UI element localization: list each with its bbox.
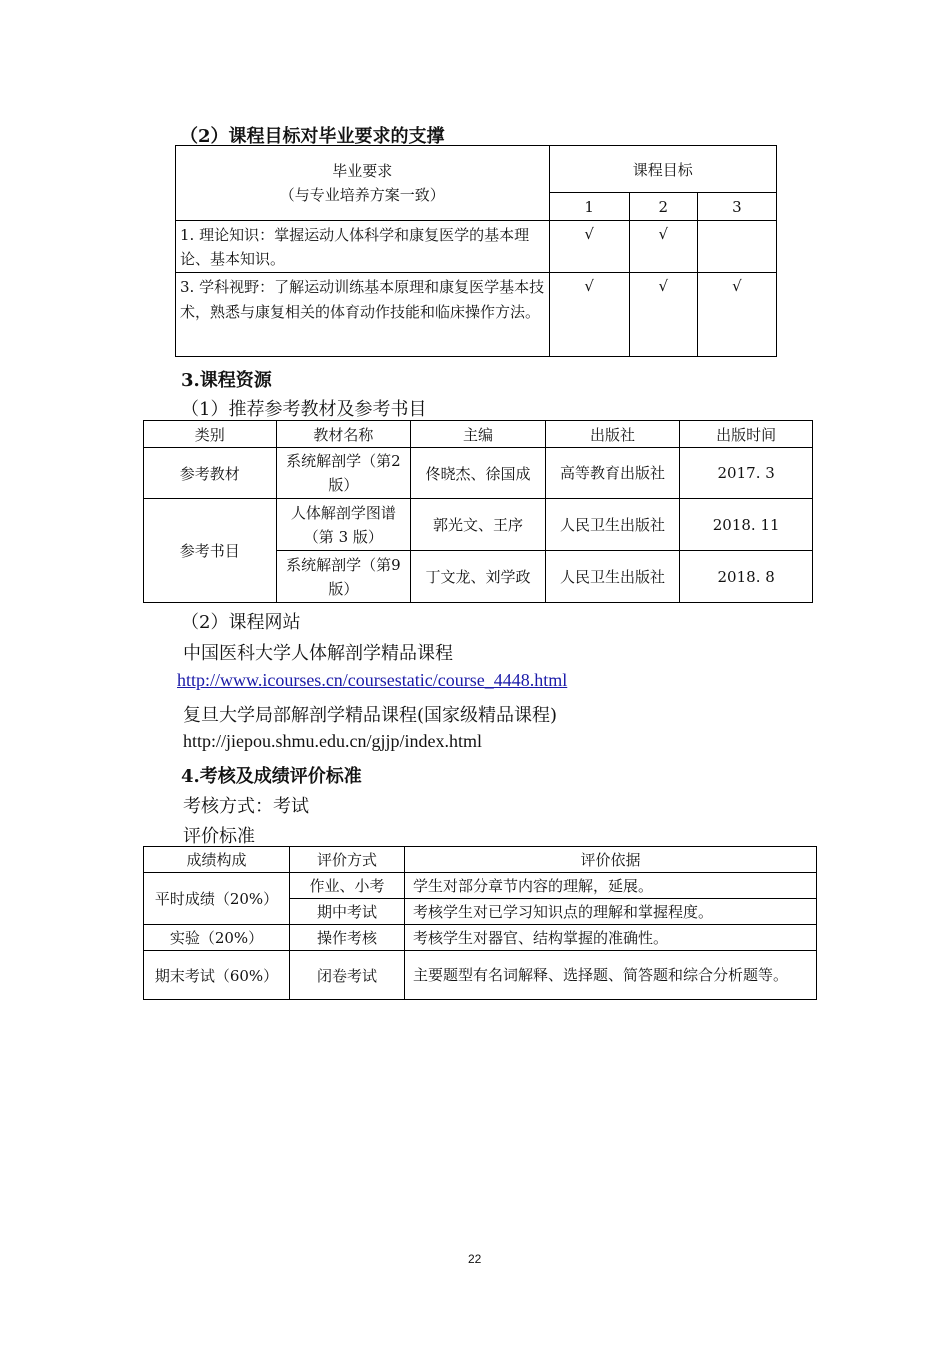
- check-mark: √: [629, 273, 697, 357]
- component-cell: 实验（20%）: [144, 925, 290, 951]
- req-text: 3. 学科视野：了解运动训练基本原理和康复医学基本技术，熟悉与康复相关的体育动作技能和临床操作方法。: [176, 273, 550, 357]
- goal-col-2: 2: [629, 193, 697, 221]
- check-mark: √: [549, 273, 629, 357]
- section-title-assessment: 4.考核及成绩评价标准: [181, 766, 362, 787]
- books-table: [143, 420, 813, 603]
- method-cell: 期中考试: [290, 899, 405, 925]
- check-mark: [697, 221, 776, 273]
- goal-col-1: 1: [549, 193, 629, 221]
- method-cell: 闭卷考试: [290, 951, 405, 1000]
- req-text: 1. 理论知识：掌握运动人体科学和康复医学的基本理论、基本知识。: [176, 221, 550, 273]
- col-header-title: 教材名称: [276, 421, 411, 448]
- book-editor: 佟晓杰、徐国成: [411, 448, 546, 499]
- basis-cell: 考核学生对器官、结构掌握的准确性。: [405, 925, 817, 951]
- component-cell: 平时成绩（20%）: [144, 873, 290, 925]
- basis-cell: 考核学生对已学习知识点的理解和掌握程度。: [405, 899, 817, 925]
- book-title: 人体解剖学图谱（第 3 版）: [276, 499, 411, 551]
- method-cell: 作业、小考: [290, 873, 405, 899]
- support-table: [175, 145, 777, 357]
- method-cell: 操作考核: [290, 925, 405, 951]
- book-date: 2018. 8: [680, 551, 813, 603]
- book-date: 2017. 3: [680, 448, 813, 499]
- basis-cell: 主要题型有名词解释、选择题、简答题和综合分析题等。: [405, 951, 817, 1000]
- exam-method: 考核方式：考试: [183, 796, 309, 817]
- component-cell: 期末考试（60%）: [144, 951, 290, 1000]
- table-row: [176, 273, 777, 357]
- subsection-websites: （2）课程网站: [181, 612, 301, 633]
- col-header-method: 评价方式: [290, 847, 405, 873]
- evaluation-table: [143, 846, 817, 1000]
- book-title: 系统解剖学（第2版）: [276, 448, 411, 499]
- table-row: [176, 221, 777, 273]
- col-header-editor: 主编: [411, 421, 546, 448]
- goal-col-3: 3: [697, 193, 776, 221]
- eval-label: 评价标准: [183, 826, 255, 847]
- table-row: [144, 448, 813, 499]
- category-cell: 参考教材: [144, 448, 277, 499]
- req-header: 毕业要求: [332, 162, 393, 180]
- col-header-component: 成绩构成: [144, 847, 290, 873]
- page-number: 22: [468, 1252, 482, 1266]
- col-header-date: 出版时间: [680, 421, 813, 448]
- section-title-resources: 3.课程资源: [181, 370, 272, 391]
- req-header-note: （与专业培养方案一致）: [279, 186, 445, 204]
- book-publisher: 人民卫生出版社: [545, 551, 680, 603]
- goal-header: 课程目标: [549, 146, 776, 193]
- book-publisher: 人民卫生出版社: [545, 499, 680, 551]
- col-header-publisher: 出版社: [545, 421, 680, 448]
- website-1-name: 中国医科大学人体解剖学精品课程: [183, 643, 453, 664]
- website-2-url: http://jiepou.shmu.edu.cn/gjjp/index.html: [183, 731, 482, 751]
- section-title-support: （2）课程目标对毕业要求的支撑: [180, 126, 445, 147]
- check-mark: √: [697, 273, 776, 357]
- book-editor: 郭光文、王序: [411, 499, 546, 551]
- website-2-name: 复旦大学局部解剖学精品课程(国家级精品课程): [183, 705, 558, 726]
- col-header-basis: 评价依据: [405, 847, 817, 873]
- req-header-cell: [176, 146, 550, 221]
- subsection-books: （1）推荐参考教材及参考书目: [181, 399, 427, 420]
- check-mark: √: [549, 221, 629, 273]
- book-title: 系统解剖学（第9版）: [276, 551, 411, 603]
- table-row: [144, 951, 817, 1000]
- basis-cell: 学生对部分章节内容的理解，延展。: [405, 873, 817, 899]
- col-header-category: 类别: [144, 421, 277, 448]
- book-publisher: 高等教育出版社: [545, 448, 680, 499]
- table-row: [144, 925, 817, 951]
- category-cell: 参考书目: [144, 499, 277, 603]
- table-row: [144, 499, 813, 551]
- table-row: [144, 873, 817, 899]
- website-1-link[interactable]: http://www.icourses.cn/coursestatic/course_4448.html: [177, 670, 568, 690]
- book-editor: 丁文龙、刘学政: [411, 551, 546, 603]
- book-date: 2018. 11: [680, 499, 813, 551]
- check-mark: √: [629, 221, 697, 273]
